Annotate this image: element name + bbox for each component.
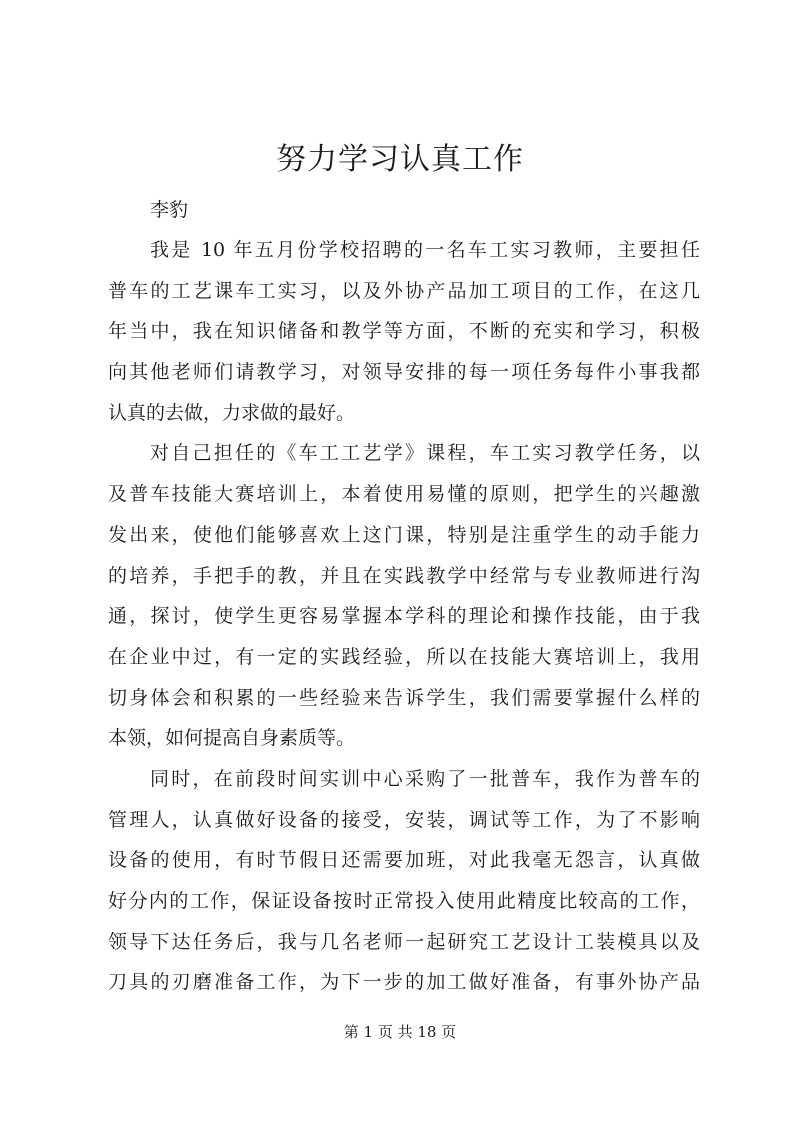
paragraph-line: 同时，在前段时间实训中心采购了一批普车，我作为普车的 [150,767,700,790]
paragraph-line: 在企业中过，有一定的实践经验，所以在技能大赛培训上，我用 [108,645,700,668]
paragraph-line: 向其他老师们请教学习，对领导安排的每一项任务每件小事我都 [108,361,700,384]
paragraph-line: 年当中，我在知识储备和教学等方面，不断的充实和学习，积极 [108,320,700,343]
paragraph-line: 管理人，认真做好设备的接受，安装，调试等工作，为了不影响 [108,808,700,831]
paragraph-1 [108,230,700,433]
paragraph-line: 切身体会和积累的一些经验来告诉学生，我们需要掌握什么样的 [108,686,700,709]
paragraph-line: 设备的使用，有时节假日还需要加班，对此我毫无怨言，认真做 [108,849,700,872]
paragraph-line: 发出来，使他们能够喜欢上这门课，特别是注重学生的动手能力 [108,523,700,546]
paragraph-line: 好分内的工作，保证设备按时正常投入使用此精度比较高的工作， [108,890,700,912]
author-name: 李豹 [150,199,189,221]
document-body [108,190,700,1003]
paragraph-line: 刀具的刃磨准备工作，为下一步的加工做好准备，有事外协产品 [108,971,700,994]
paragraph-line: 的培养，手把手的教，并且在实践教学中经常与专业教师进行沟 [108,564,700,587]
document-title: 努力学习认真工作 [276,142,524,177]
paragraph-line: 认真的去做，力求做的最好。 [108,401,356,424]
paragraph-line: 领导下达任务后，我与几名老师一起研究工艺设计工装模具以及 [108,930,700,953]
paragraph-line: 普车的工艺课车工实习，以及外协产品加工项目的工作，在这几 [108,279,700,302]
paragraph-3 [108,759,700,1003]
paragraph-line: 对自己担任的《车工工艺学》课程，车工实习教学任务，以 [150,442,700,465]
paragraph-line: 我是 10 年五月份学校招聘的一名车工实习教师，主要担任 [150,239,700,261]
page-number-footer: 第 1 页 共 18 页 [343,1023,457,1041]
paragraph-line: 通，探讨，使学生更容易掌握本学科的理论和操作技能，由于我 [108,605,700,628]
paragraph-line: 本领，如何提高自身素质等。 [108,727,356,750]
paragraph-line: 及普车技能大赛培训上，本着使用易懂的原则，把学生的兴趣激 [108,483,700,506]
paragraph-2 [108,433,700,759]
